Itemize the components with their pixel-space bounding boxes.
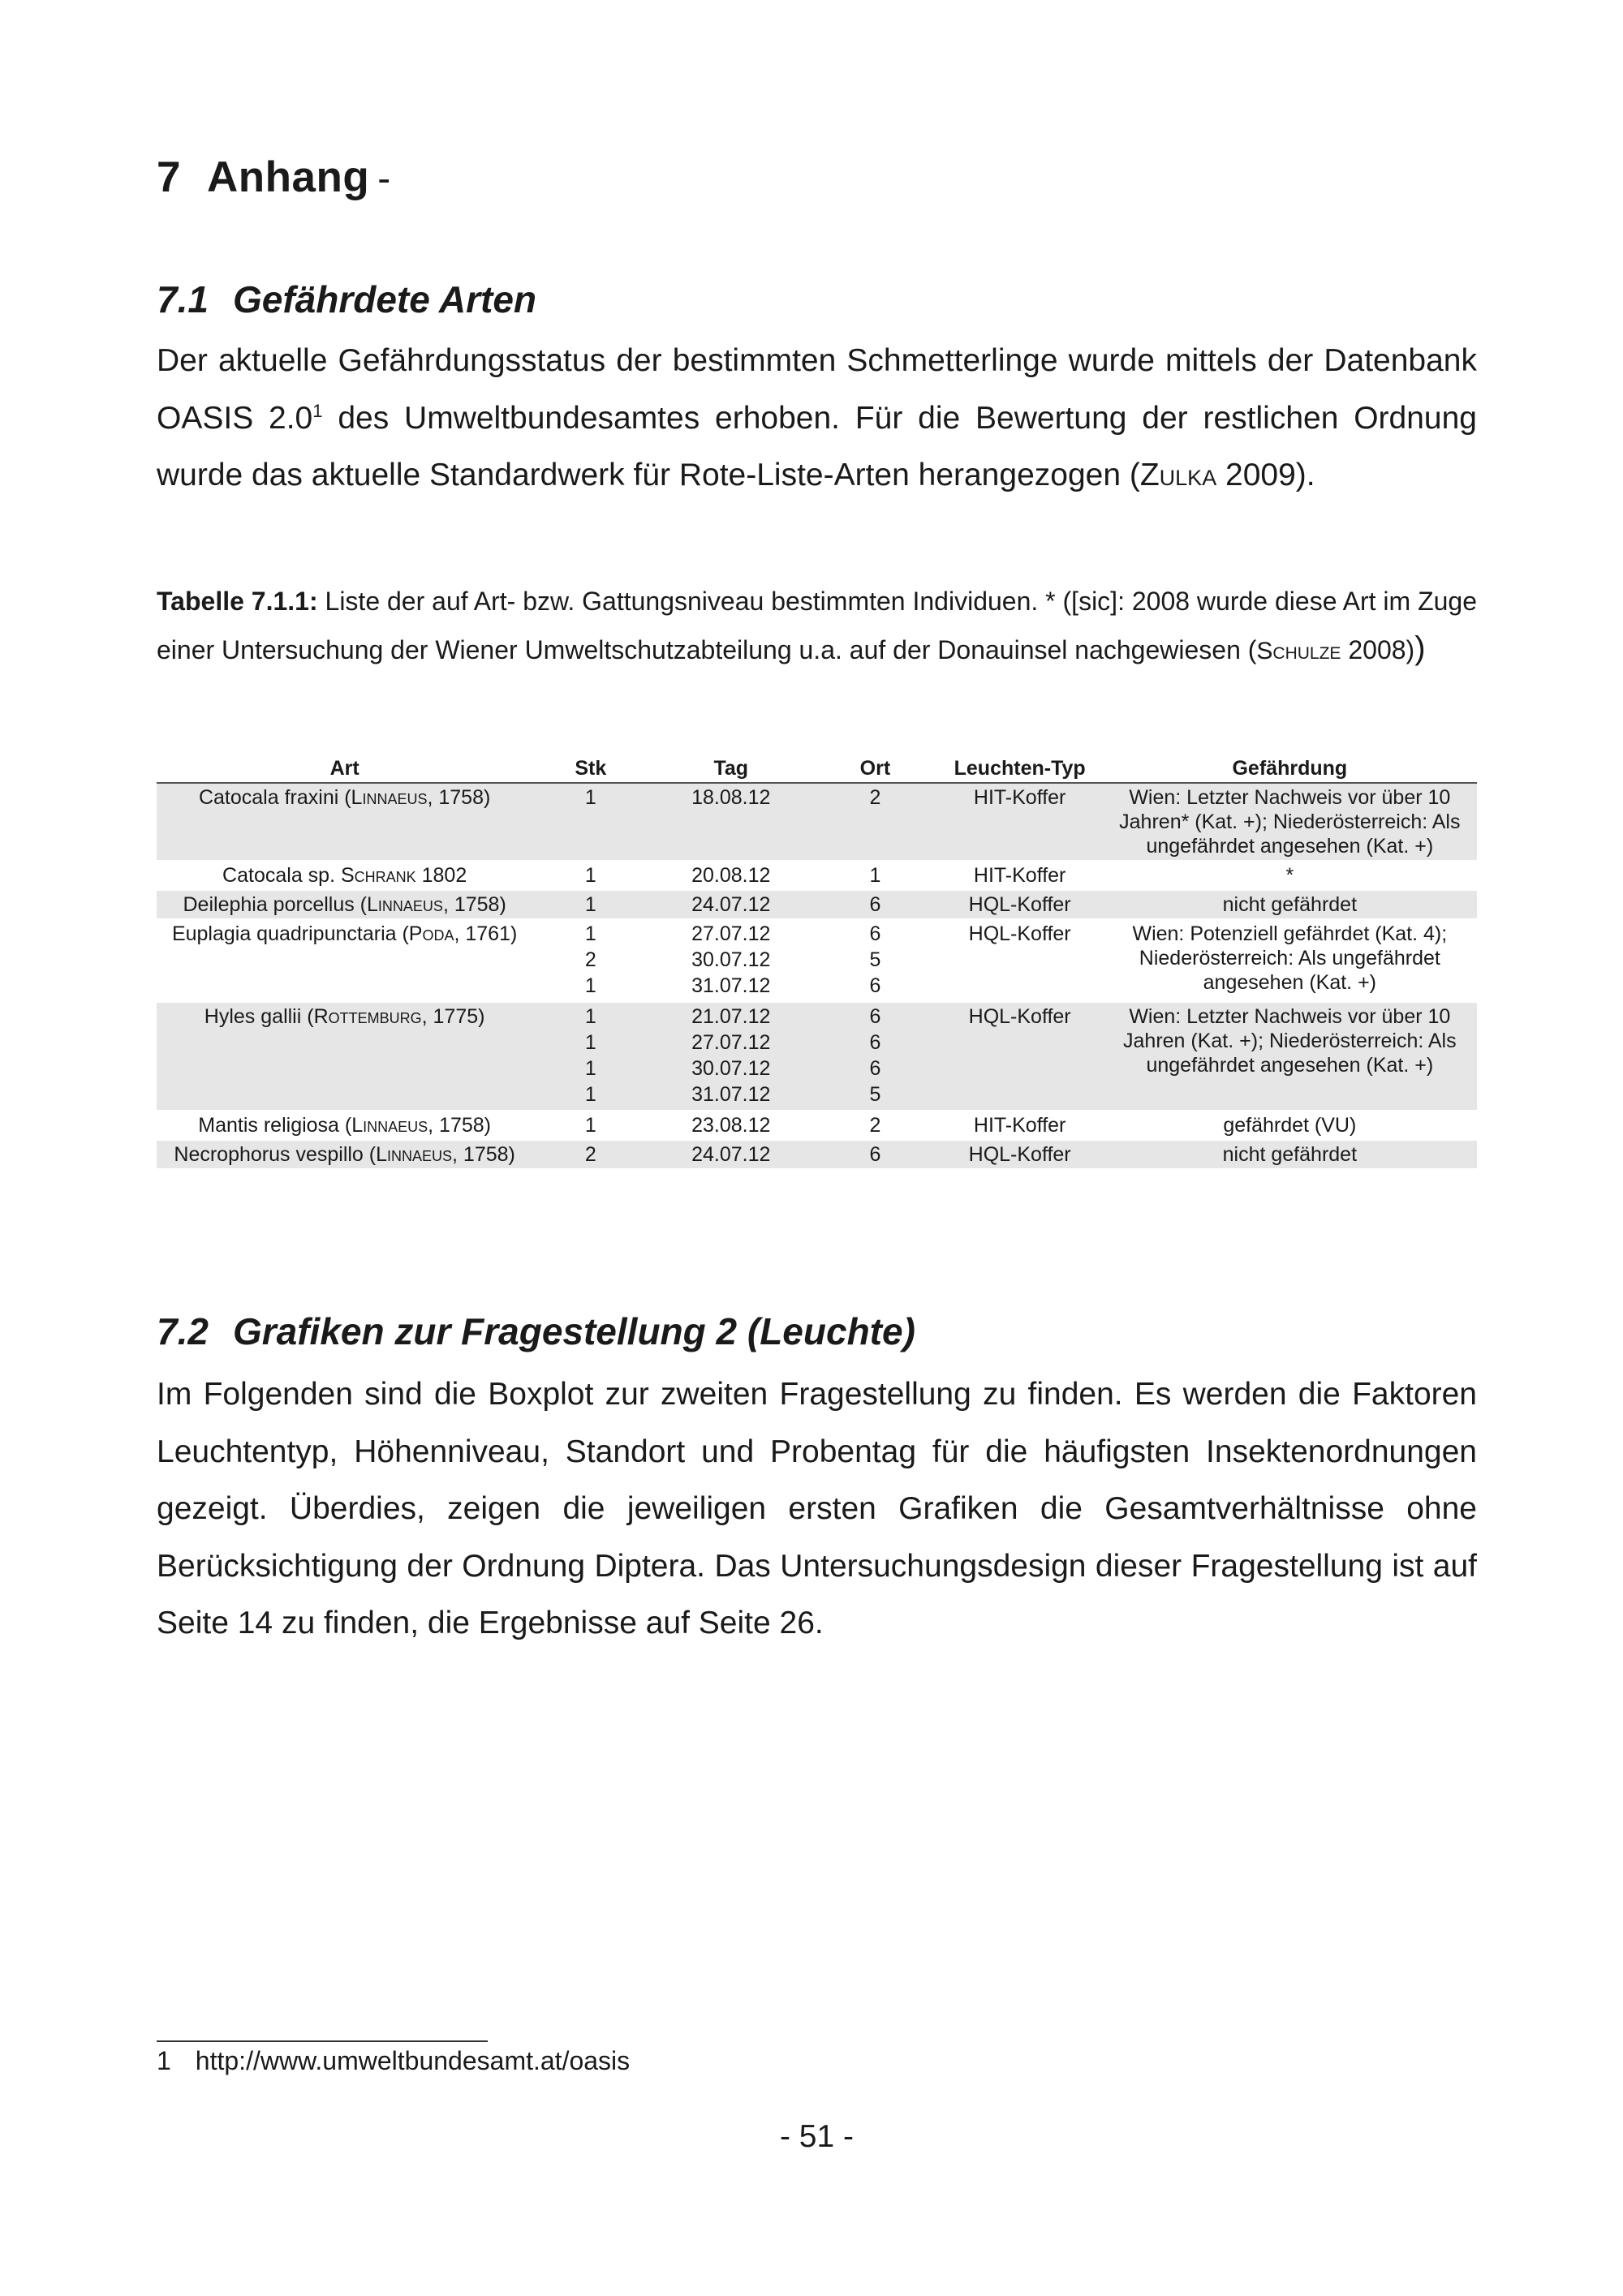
cell-leuchten: HIT-Koffer [937,1111,1103,1140]
cell-gefaehrdung: * [1103,861,1477,890]
cell-ort: 6 5 6 [813,919,936,1002]
table-row [157,1111,1477,1140]
table-row [157,783,1477,861]
cell-gefaehrdung: Wien: Potenziell gefährdet (Kat. 4); Niederösterreich: Als ungefährdet angesehen (Kat. +) [1103,919,1477,1002]
author: Linnaeus [376,1143,453,1166]
author: Linnaeus [351,1114,428,1137]
cell-ort: 2 [813,1111,936,1140]
header-tag: Tag [648,753,813,783]
cell-tag: 18.08.12 [648,783,813,861]
chapter-title: Anhang [206,153,370,201]
cell-stk: 1 [532,783,648,861]
table-row [157,1140,1477,1168]
header-leuchten-typ: Leuchten-Typ [937,753,1103,783]
footnote [157,2046,630,2076]
cell-art: Euplagia quadripunctaria (Poda, 1761) [157,919,532,1002]
cell-leuchten: HIT-Koffer [937,861,1103,890]
footnote-divider [157,2040,488,2042]
section-heading-7-1 [157,277,536,321]
cell-gefaehrdung: gefährdet (VU) [1103,1111,1477,1140]
caption-citation-author: Schulze [1256,638,1341,664]
cell-gefaehrdung: Wien: Letzter Nachweis vor über 10 Jahren (Kat. +); Niederösterreich: Als ungefährdet angesehen (Kat. +) [1103,1002,1477,1111]
cell-leuchten: HQL-Koffer [937,919,1103,1002]
cell-ort: 1 [813,861,936,890]
citation-year: 2009). [1216,458,1315,492]
cell-ort: 6 [813,1140,936,1168]
table-caption [157,578,1477,675]
table-row [157,1002,1477,1111]
cell-gefaehrdung: nicht gefährdet [1103,1140,1477,1168]
cell-art: Necrophorus vespillo (Linnaeus, 1758) [157,1140,532,1168]
header-ort: Ort [813,753,936,783]
chapter-suffix: - [377,157,391,200]
section-heading-7-2 [157,1309,915,1353]
cell-leuchten: HIT-Koffer [937,783,1103,861]
author: Linnaeus [351,786,428,809]
cell-tag: 21.07.12 27.07.12 30.07.12 31.07.12 [648,1002,813,1111]
chapter-number: 7 [157,153,181,201]
author: Poda [408,922,454,945]
header-stk: Stk [532,753,648,783]
cell-art: Deilephia porcellus (Linnaeus, 1758) [157,890,532,919]
cell-gefaehrdung: nicht gefährdet [1103,890,1477,919]
cell-stk: 1 [532,861,648,890]
caption-text: Liste der auf Art- bzw. Gattungsniveau bestimmten Individuen. * ([sic]: 2008 wurde diese Art im Zuge einer Untersuchung der Wiener Umweltschutzabteilung u.a. auf der Donauinsel nachgewiesen ( [157,587,1478,664]
table-header-row [157,753,1477,783]
caption-citation-year: 2008) [1341,635,1415,664]
author: Schrank [340,864,416,887]
section-2-paragraph: Im Folgenden sind die Boxplot zur zweiten Fragestellung zu finden. Es werden die Faktoren Leuchtentyp, Höhenniveau, Standort und Probentag für die häufigsten Insektenordnungen gezeigt. Überdies, zeigen die jeweiligen ersten Grafiken die Gesamtverhältnisse ohne Berücksichtigung der Ordnung Diptera. Das Untersuchungsdesign dieser Fragestellung ist auf Seite 14 zu finden, die Ergebnisse auf Seite 26. [157,1377,1477,1640]
footnote-mark: 1 [312,400,323,421]
cell-tag: 23.08.12 [648,1111,813,1140]
cell-stk: 1 [532,1111,648,1140]
section-title: Gefährdete Arten [232,278,536,320]
citation-author: Zulka [1139,458,1217,492]
page-number: - 51 - [779,2119,855,2154]
cell-gefaehrdung: Wien: Letzter Nachweis vor über 10 Jahren* (Kat. +); Niederösterreich: Als ungefährdet angesehen (Kat. +) [1103,783,1477,861]
cell-art: Hyles gallii (Rottemburg, 1775) [157,1002,532,1111]
table-row [157,861,1477,890]
cell-tag: 20.08.12 [648,861,813,890]
section-1-paragraph [157,333,1477,505]
section-number: 7.2 [157,1310,209,1352]
cell-art: Mantis religiosa (Linnaeus, 1758) [157,1111,532,1140]
cell-tag: 27.07.12 30.07.12 31.07.12 [648,919,813,1002]
cell-stk: 1 [532,890,648,919]
header-art: Art [157,753,532,783]
cell-tag: 24.07.12 [648,890,813,919]
section-title: Grafiken zur Fragestellung 2 (Leuchte) [232,1310,915,1352]
species-table [157,753,1477,1168]
table-row [157,890,1477,919]
cell-ort: 2 [813,783,936,861]
cell-ort: 6 [813,890,936,919]
para-text-a: Der aktuelle Gefährdungsstatus der bestimmten Schmetterlinge wurde mittels der Datenbank OASIS 2.0 [157,343,1477,436]
cell-stk: 1 1 1 1 [532,1002,648,1111]
author: Rottemburg [313,1005,422,1028]
cell-leuchten: HQL-Koffer [937,890,1103,919]
section-number: 7.1 [157,278,209,320]
cell-art: Catocala sp. Schrank 1802 [157,861,532,890]
footnote-link[interactable]: http://www.umweltbundesamt.at/oasis [195,2046,631,2075]
para-text-b: des Umweltbundesamtes erhoben. Für die Bewertung der restlichen Ordnung wurde das aktuelle Standardwerk für Rote-Liste-Arten herangezogen ( [157,400,1477,492]
cell-stk: 2 [532,1140,648,1168]
author: Linnaeus [367,893,443,916]
cell-ort: 6 6 6 5 [813,1002,936,1111]
cell-stk: 1 2 1 [532,919,648,1002]
cell-leuchten: HQL-Koffer [937,1140,1103,1168]
header-gefaehrdung: Gefährdung [1103,753,1477,783]
footnote-number: 1 [157,2046,171,2075]
chapter-heading [157,153,391,202]
cell-art: Catocala fraxini (Linnaeus, 1758) [157,783,532,861]
caption-label: Tabelle 7.1.1: [157,587,318,616]
table-row [157,919,1477,1002]
caption-close-paren: ) [1414,630,1426,666]
cell-tag: 24.07.12 [648,1140,813,1168]
cell-leuchten: HQL-Koffer [937,1002,1103,1111]
